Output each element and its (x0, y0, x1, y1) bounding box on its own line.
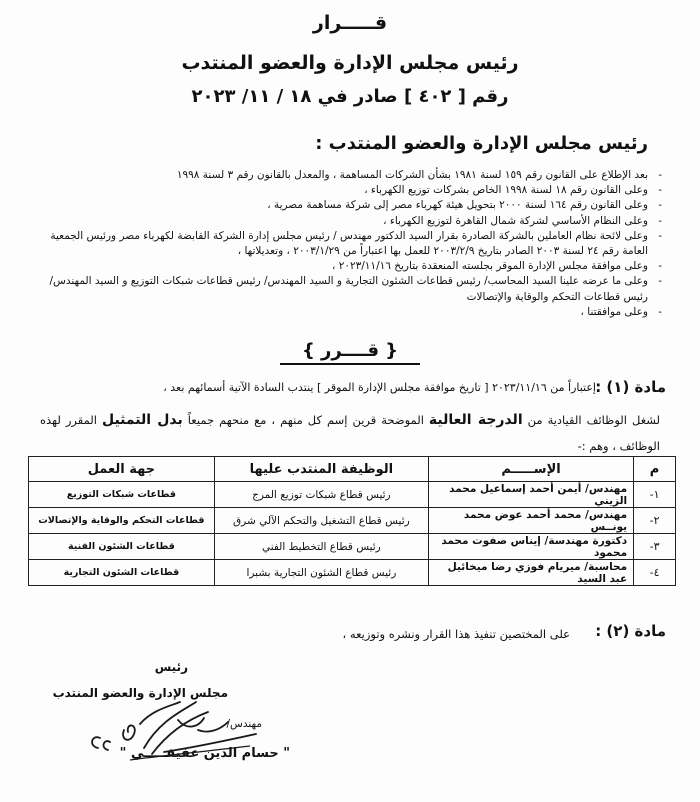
signatory-name: " حسام الدين عفيفـــــي " (119, 746, 290, 761)
row-index: ١- (634, 482, 676, 508)
row-name: مهندس/ محمد أحمد عوض محمد يونــس (428, 508, 633, 534)
article-2-label: مادة (٢) : (595, 622, 666, 640)
row-job: رئيس قطاع الشئون التجارية بشبرا (214, 560, 428, 586)
decision-heading (0, 340, 700, 365)
row-job: رئيس قطاع شبكات توزيع المرج (214, 482, 428, 508)
row-index: ٤- (634, 560, 676, 586)
table-row (29, 482, 676, 508)
decision-number: رقم [ ٤٠٢ ] صادر في ١٨ / ١١/ ٢٠٢٣ (191, 86, 509, 107)
handwritten-signature (80, 690, 280, 780)
col-header-job: الوظيفة المنتدب عليها (214, 457, 428, 482)
article-1-line1: إعتباراً من ٢٠٢٣/١١/١٦ [ تاريخ موافقة مجلس الإدارة الموقر ] ينتدب السادة الآتية أسمائهم بعد ، (163, 381, 596, 394)
preamble-title: رئيس مجلس الإدارة والعضو المنتدب : (315, 133, 648, 154)
preamble-list (35, 168, 660, 320)
row-name: محاسبة/ ميريام فوزي رضا ميخائيل عبد السيد (428, 560, 633, 586)
article-1-paragraph (40, 407, 660, 459)
row-dept: قطاعات الشئون التجارية (29, 560, 215, 586)
row-index: ٣- (634, 534, 676, 560)
document-title: قـــــرار (312, 12, 388, 34)
table-row (29, 534, 676, 560)
signatory-title-2: مجلس الإدارة والعضو المنتدب (52, 686, 228, 700)
decision-underline (280, 363, 420, 365)
preamble-item: - وعلى لائحة نظام العاملين بالشركة الصادرة بقرار السيد الدكتور مهندس / رئيس مجلس إدارة الشركة القابضة لكهرباء مصر ورئيس الجمعية العامة رقم ٢٤ لسنة ٢٠٠٣ الصادر بتاريخ ٢٠٠٣/٢/٩ للعمل بها اعتباراً من ٢٠٠٣/١/٢٩ ، وتعديلاتها ، (35, 229, 660, 259)
row-name: مهندس/ أيمن أحمد إسماعيل محمد الزيني (428, 482, 633, 508)
article-1-text-c: المقرر لهذه الوظائف ، وهم :- (40, 413, 660, 453)
signature-stroke (92, 702, 256, 754)
decision-heading-text: { قــــرر } (301, 340, 399, 361)
col-header-name: الإســـــم (428, 457, 633, 482)
preamble-item: - وعلى ما عرضه علينا السيد المحاسب/ رئيس قطاعات الشئون التجارية و السيد المهندس/ رئيس قطاعات شبكات التوزيع و السيد المهندس/ رئيس قطاعات التحكم والوقاية والإتصالات (35, 274, 660, 304)
preamble-item: - وعلى القانون رقم ١٦٤ لسنة ٢٠٠٠ بتحويل هيئة كهرباء مصر إلى شركة مساهمة مصرية ، (35, 198, 660, 213)
article-1-text-a: لشغل الوظائف القيادية من (522, 413, 661, 427)
preamble-item: - وعلى موافقة مجلس الإدارة الموقر بجلسته المنعقدة بتاريخ ٢٠٢٣/١١/١٦ ، (35, 259, 660, 274)
preamble-item: - وعلى النظام الأساسي لشركة شمال القاهرة لتوزيع الكهرباء ، (35, 214, 660, 229)
row-name: دكتورة مهندسة/ إيناس صفوت محمد محمود (428, 534, 633, 560)
col-header-dept: جهة العمل (29, 457, 215, 482)
grade-label: الدرجة العالية (428, 412, 523, 428)
signatory-title-1: رئيس (154, 660, 188, 674)
issuer-title: رئيس مجلس الإدارة والعضو المنتدب (181, 52, 519, 74)
article-1-label: مادة (١) : (595, 378, 666, 396)
article-2-text: على المختصين تنفيذ هذا القرار ونشره وتوزيعه ، (342, 627, 570, 641)
row-dept: قطاعات التحكم والوقاية والإتصالات (29, 508, 215, 534)
signatory-title-3: مهندس/ (226, 718, 262, 730)
preamble-item: - وعلى القانون رقم ١٨ لسنة ١٩٩٨ الخاص بشركات توزيع الكهرباء ، (35, 183, 660, 198)
row-job: رئيس قطاع التشغيل والتحكم الآلي شرق (214, 508, 428, 534)
appointees-table (28, 456, 676, 586)
table-row (29, 560, 676, 586)
row-dept: قطاعات الشئون الفنية (29, 534, 215, 560)
table-row (29, 508, 676, 534)
allowance-label: بدل التمثيل (101, 412, 183, 428)
row-index: ٢- (634, 508, 676, 534)
row-dept: قطاعات شبكات التوزيع (29, 482, 215, 508)
preamble-item: - بعد الإطلاع على القانون رقم ١٥٩ لسنة ١٩٨١ بشأن الشركات المساهمة ، والمعدل بالقانون رقم ٣ لسنة ١٩٩٨ (35, 168, 660, 183)
col-header-index: م (634, 457, 676, 482)
row-job: رئيس قطاع التخطيط الفني (214, 534, 428, 560)
article-1-text-b: الموضحة قرين إسم كل منهم ، مع منحهم جميعاً (182, 413, 429, 427)
preamble-item: - وعلى موافقتنا ، (35, 305, 660, 320)
table-header-row (29, 457, 676, 482)
